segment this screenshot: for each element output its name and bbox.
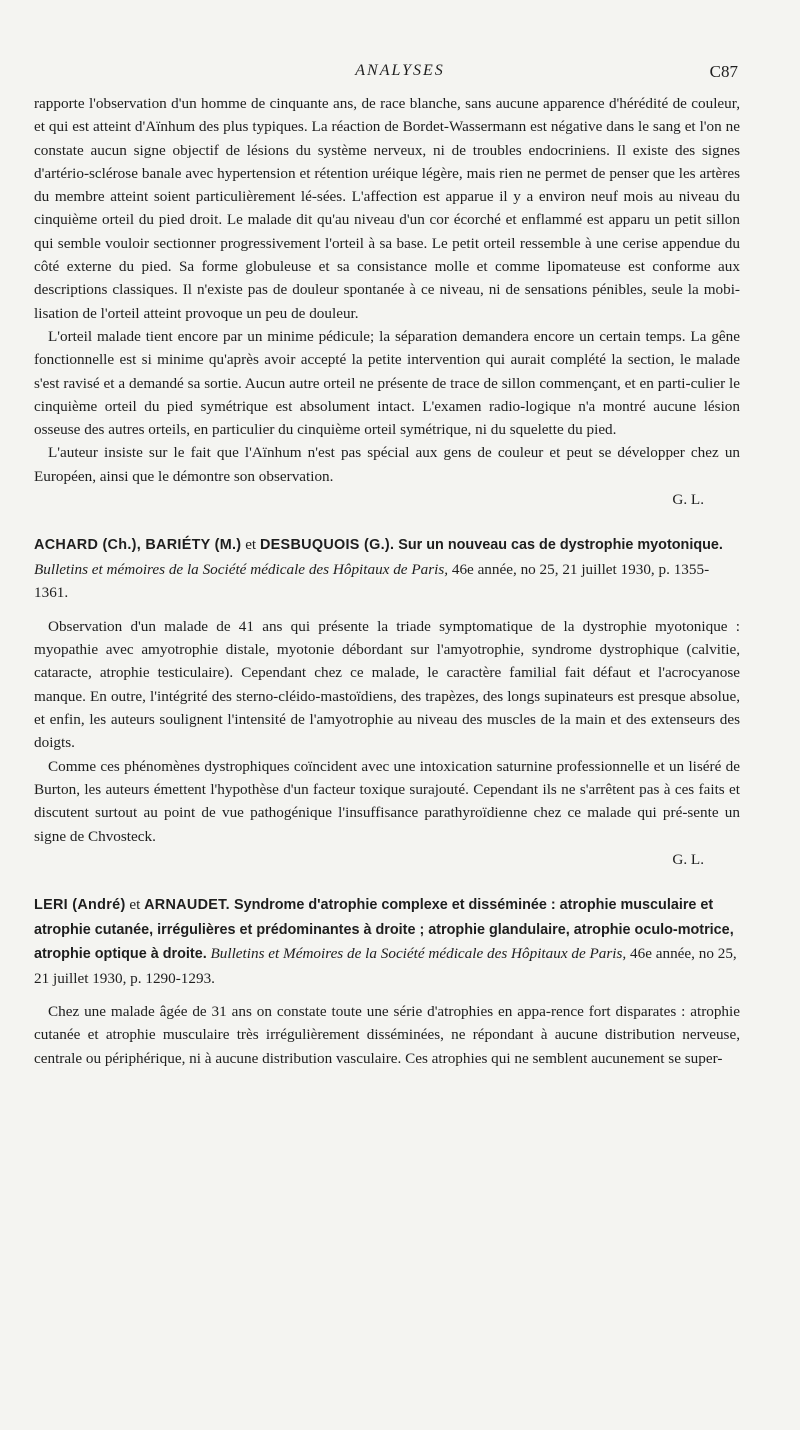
entry-1-title: Sur un nouveau cas de dystrophie myotonique. [394, 537, 723, 554]
intro-paragraph-3: L'auteur insiste sur le fait que l'Aïnhum n'est pas spécial aux gens de couleur et peut se développer chez un Européen, ainsi que le démontre son observation. [34, 444, 740, 485]
entry-leri [34, 893, 740, 1070]
entry-2-details: 46e année, no 25, 21 juillet 1930, p. 1290-1293. [34, 945, 737, 987]
intro-section [34, 92, 740, 511]
entry-2-paragraph-1: Chez une malade âgée de 31 ans on constate toute une série d'atrophies en appa-rence fort disparates : atrophie cutanée et atrophie musculaire très irrégulièrement disséminées, ne répondant à aucune distribution nerveuse, centrale ou périphérique, ni à aucune distribution vasculaire. Ces atrophies qui ne semblent aucunement se super- [34, 1003, 740, 1067]
entry-1-journal: Bulletins et mémoires de la Société médicale des Hôpitaux de Paris, [34, 560, 449, 578]
intro-paragraph-2: L'orteil malade tient encore par un minime pédicule; la séparation demandera encore un certain temps. La gêne fonctionnelle est si minime qu'après avoir accepté la petite intervention qui aurait complété la section, le malade s'est ravisé et a demandé sa sortie. Aucun autre orteil ne présente de trace de sillon commençant, et en parti-culier le cinquième orteil du pied symétrique est absolument intact. L'examen radio-logique n'a montré aucune lésion osseuse des autres orteils, en particulier du cinquième orteil symétrique, ni du squelette du pied. [34, 327, 740, 439]
entry-1-paragraph-1: Observation d'un malade de 41 ans qui présente la triade symptomatique de la dystrophie myotonique : myopathie avec amyotrophie distale, myotonie débordant sur l'amyotrophie, syndrome dystrophique (calvitie, cataracte, atrophie testiculaire). Cependant chez ce malade, le caractère familial fait défaut et l'acrocyanose manque. En outre, l'intégrité des sterno-cléido-mastoïdiens, des trapèzes, des longs supinateurs est presque absolue, et enfin, les auteurs soulignent l'intensité de l'amyotrophie au niveau des muscles de la main et des extenseurs des doigts. [34, 617, 740, 752]
entry-2-journal: Bulletins et Mémoires de la Société médicale des Hôpitaux de Paris, [206, 945, 627, 963]
entry-2-authors-2: ARNAUDET. [144, 897, 230, 914]
entry-1-paragraph-2: Comme ces phénomènes dystrophiques coïncident avec une intoxication saturnine professionnelle et un liséré de Burton, les auteurs émettent l'hypothèse d'un facteur toxique surajouté. Cependant ils ne s'arrêtent pas à ces faits et discutent surtout au point de vue pathogénique l'insuffisance parathyroïdienne chez ce malade qui pré-sente un signe de Chvosteck. [34, 757, 740, 845]
entry-achard [34, 533, 740, 871]
entry-1-and: et [241, 536, 260, 554]
page-header [0, 62, 800, 86]
intro-paragraph-1: rapporte l'observation d'un homme de cinquante ans, de race blanche, sans aucune apparence d'hérédité de couleur, et qui est atteint d'Aïnhum des plus typiques. La réaction de Bordet-Wassermann est négative dans le sang et l'on ne constate aucun signe objectif de lésions du système nerveux, ni de troubles endocriniens. Il existe des signes d'artério-sclérose banale avec hypertension et rétention uréique légère, mais rien ne permet de penser que les artères du membre atteint soient particulièrement lé-sées. L'affection est apparue il y a environ neuf mois au niveau du cinquième orteil du pied droit. Le malade dit qu'au niveau d'un cor écorché et enflammé est apparu un petit sillon qui semble vouloir sectionner progressivement l'orteil à sa base. Le petit orteil ressemble à une cerise appendue du côté externe du pied. Sa forme globuleuse et sa consistance molle et comme lipomateuse est conforme aux descriptions classiques. Il n'existe pas de douleur spontanée à ce niveau, ni de sensations pénibles, seule la mobi-lisation de l'orteil atteint provoque un peu de douleur. [34, 95, 740, 322]
entry-1-authors-1: ACHARD (Ch.), BARIÉTY (M.) [34, 537, 242, 554]
entry-1-signature: G. L. [672, 850, 704, 868]
entry-1-details: 46e année, no 25, 21 juillet 1930, p. 1355-1361. [34, 560, 710, 602]
running-title: ANALYSES [355, 62, 445, 79]
intro-signature: G. L. [672, 491, 704, 509]
entry-1-citation [34, 533, 740, 605]
article-body [34, 92, 740, 1070]
entry-2-citation [34, 893, 740, 990]
entry-2-authors-1: LERI (André) [34, 897, 126, 914]
entry-2-title: Syndrome d'atrophie complexe et disséminée : atrophie musculaire et atrophie cutanée, irrégulières et prédominantes à droite ; atrophie glandulaire, atrophie oculo-motrice, atrophie optique à droite. [34, 897, 734, 963]
entry-1-authors-2: DESBUQUOIS (G.). [259, 537, 395, 554]
page-number: C87 [709, 62, 738, 81]
entry-2-and: et [125, 896, 145, 914]
